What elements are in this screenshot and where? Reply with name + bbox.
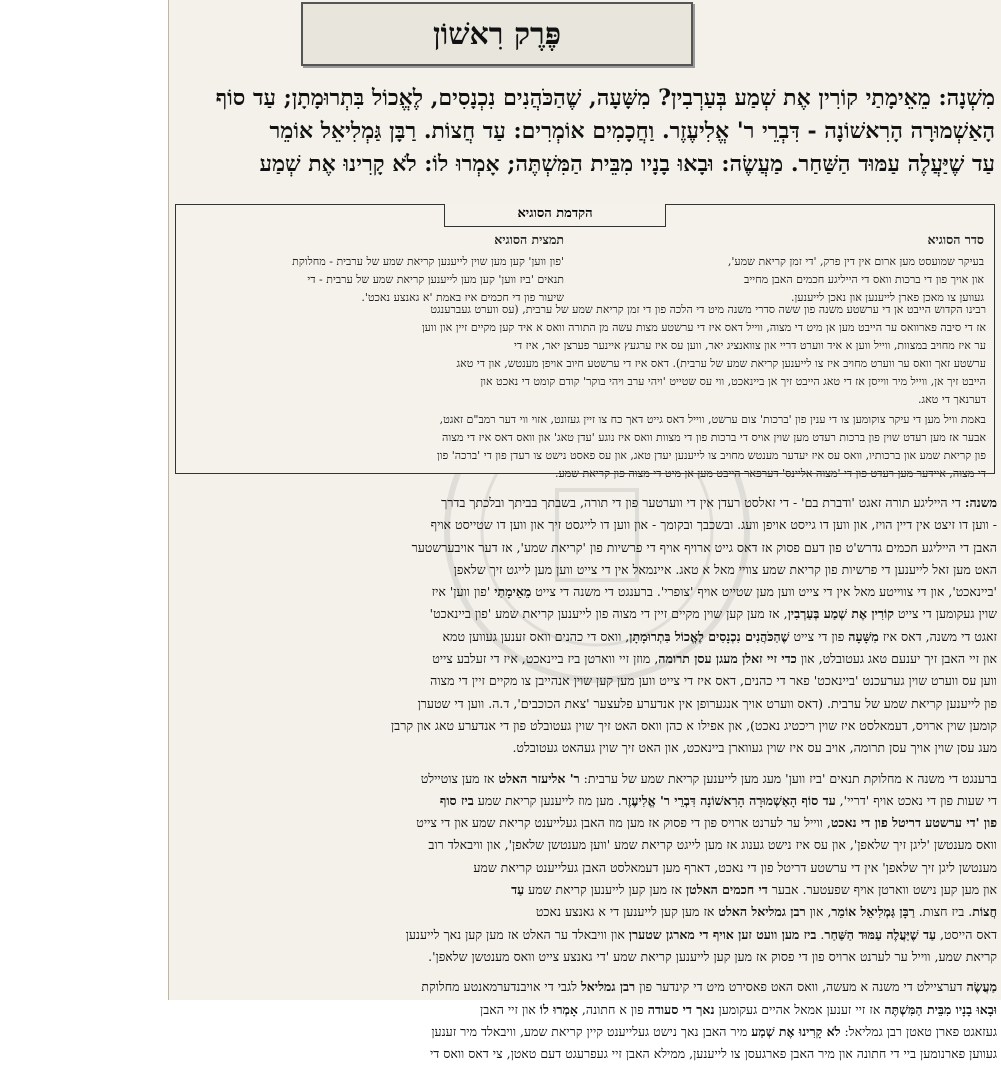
paragraph-gap [169,760,997,768]
intro-label: הקדמת הסוגיא [444,204,666,227]
intro-line: אז די סיבה פארוואס ער הייבט מען אן מיט די מצוה, ווייל דאס איז די ערשטע מצות עשה מן התורה וואס א איד קען מקיים זיין און ווען [421,321,986,334]
commentary-line: - ווען דו זיצט אין דיין הויז, און ווען דו גייסט אויפן וועג. ובשכבך ובקומך - און ווען דו לייגסט זיך און ווען דו שטייסט אויף [430,517,997,533]
intro-line: ערשטע זאך וואס ער ווערט מחויב איז צו לייענען קריאת שמע של ערבית). דאס איז די ערשטע חיוב אויפן מענטש, און די טאג [456,357,986,370]
commentary-line: מעג עסן שוין אויך עסן תרומה, אויב עס איז שוין געווארן ביינאכט, און האט זיך שוין געהאט געטובלט. [512,740,997,756]
mishna-text [169,82,1001,181]
intro-line: רבינו הקדוש הייבט אן די ערשטע משנה פון ששה סדרי משנה מיט די הלכה פון די זמן קריאת שמע של ערבית, (עס ווערט געברענגט [430,303,986,316]
intro-line: פון קריאת שמע און ברכותיו, וואס עס איז יעדער מענטש מחויב צו לייענען יעדן טאג, און עס פאסט נישט צו רעדן פון די 'ברכה' פון [436,449,986,462]
commentary-line: 'ביינאכט', און די צווייטע מאל אין די צייט ווען מען שטייט אויף 'צופרי'. ברענגט די משנה די צייט מֵאֵימָתַי 'פון ווען' איז [431,584,997,600]
commentary-line: ווען עס ווערט שוין גערעכנט 'ביינאכט' פאר די כהנים, דאס איז די צייט ווען מען קען שוין אנהייבן צו מקיים זיין די מצוה [430,673,997,689]
intro-line: דערנאך די טאג. [917,393,986,406]
commentary-line: מַעֲשֶׂה דערציילט די משנה א מעשה, וואס האט פאסירט מיט די קינדער פון רבן גמליאל לגבי די אויבנדערמאנטע מחלוקת [421,979,997,995]
intro-line: הייבט זיך אן, ווייל מיר ווייסן אז די טאג הייבט זיך אן ביינאכט, ווי עס שטייט 'ויהי ערב ויהי בוקר' קודם קומט די נאכט און [480,375,986,388]
commentary-line: פון 'די ערשטע דריטל פון די נאכט, ווייל ער לערנט ארויס פון די פסוק אז מען מוז האבן געלייענט קריאת שמע און די צייט [416,815,997,831]
sugya-order-line: געווען צו מאכן פארן לייענען און נאכן לייענען. [790,291,984,304]
sugya-order-heading: סדר הסוגיא [927,232,984,247]
chapter-title: פֶּרֶק רִאשׁוֹן [432,16,562,52]
commentary-line: און זיי האבן זיך יענעם טאג געטובלט, און כדי זיי זאלן מעגן עסן תרומה, מוזן זיי ווארטן ביז ביינאכט, איז די זעלבע צייט [432,651,997,667]
commentary-line: האבן די הייליגע חכמים גדרש'ט פון דעם פסוק אז דאס גייט ארויף אויף די פרשיות פון 'קריאת שמע', אז דער אויבערשטער [411,539,997,555]
paragraph-gap [169,968,997,976]
commentary-line: מענטשן ליגן זיך שלאפן' אין די ערשטע דריטל פון די נאכט, דארף מען דעמאלסט האבן געלייענט קריאת שמע [473,859,997,875]
commentary-line: ברענגט די משנה א מחלוקת תנאים 'ביז ווען' מעג מען לייענען קריאת שמע של ערבית: ר' אליעזר האלט אז מען צוטיילט [420,770,997,786]
intro-paragraph-2 [176,411,986,483]
intro-line: אבער אז מען רעדט שוין פון ברכות רעדט מען שוין אויס די ברכות פון די מצוות וואס איז נוגע 'עדן טאג' און וואס דאס איז די מצוה [442,431,986,444]
commentary-line: וואס מענטשן 'ליגן זיך שלאפן', און עס איז נישט גענוג אז מען לייגט קריאת שמע 'ווען מענטשן שלאפן', און וויבאלד רוב [428,837,997,853]
mishna-line: עַד שֶׁיַּעֲלֶה עַמּוּד הַשַּׁחַר. מַעֲשֶׂה: וּבָאוּ בָנָיו מִבֵּית הַמִּשְׁתֶּה; אָמְרוּ לוֹ: לֹא קָרִינוּ אֶת שְׁמַע [259,151,995,177]
chapter-title-box [301,2,693,66]
sugya-summary-line: 'פון ווען' קען מען שוין לייענען קריאת שמע של ערבית - מחלוקת [292,255,564,268]
commentary-line: וּבָאוּ בָנָיו מִבֵּית הַמִּשְׁתֶּה אז זיי זענען אמאל אהיים געקומען נאך די סעודה פון א חתונה, אָמְרוּ לוֹ און זיי האבן [480,1001,997,1017]
commentary-text [169,492,997,1065]
sugya-intro-box [175,204,995,480]
commentary-line: די שעות פון די נאכט אויף 'דריי', עד סוֹף הָאַשְׁמוּרָה הָרִאשׁוֹנָה דִּבְרֵי ר' אֱלִיעֶזֶר. מען מוז לייענען קריאת שמע ביז סוף [439,792,997,808]
book-page [168,0,1001,1062]
intro-line: די מצוה, איידער מען רעדט פון די 'מצוה אליינס' דערפאר הייבט מען אן מיט די מצוה פון קריאת שמע. [554,467,986,480]
sugya-order-line: און אויך פון די ברכות וואס די הייליגע חכמים האבן מחייב [744,273,984,286]
intro-line: ער איז מחויב במצוות, ווייל ווען א איד ווערט דריי און צוואנציג יאר, ווען עס איז ערגעץ איינער פערצן יאר, איז די [513,339,986,352]
commentary-line: געזאגט פארן טאטן רבן גמליאל: לֹא קָרִינוּ אֶת שְׁמַע מיר האבן נאך נישט געלייענט קיין קריאת שמע, וויבאלד מיר זענען [431,1023,997,1039]
commentary-line: חֲצוֹת. ביז חצות. רַבָּן גַּמְלִיאֵל אוֹמֵר, און רבן גמליאל האלט אז מען קען לייענען די א גאנצע נאכט [535,904,997,920]
sugya-order-column [596,231,984,307]
commentary-line: משנה: די הייליגע תורה זאגט 'ודברת בם' - די זאלסט רעדן אין די ווערטער פון די תורה, בשבתך בביתך ובלכתך בדרך [441,495,997,510]
sugya-summary-line: שיעור פון די חכמים איז באמת 'א גאנצע נאכט'. [361,291,564,304]
commentary-line: דאס הייסט, עַד שֶׁיַּעֲלֶה עַמּוּד הַשַּׁחַר. ביז מען וועט זען אויף די מארגן שטערן און וויבאלד ער האלט אז מען קען נאך לייענען [405,926,997,942]
intro-line: באמת וויל מען די עיקר צוקומען צו די ענין פון 'ברכות' צום ערשט, ווייל דאס גייט דאך כח צו זיין געזונט, אזוי ווי דער רמב"ם זאגט, [439,413,986,426]
sugya-order-line: בעיקר שמועסט מען ארום אין דין פרק, 'די זמן קריאת שמע', [727,255,984,268]
sugya-summary-column [176,231,564,307]
commentary-line: קריאת שמע, ווייל ער לערנט ארויס פון די פסוק אז מען קען לייענען קריאת שמע 'די גאנצע צייט וואס מענטשן שלאפן'. [428,948,997,964]
intro-paragraph-1 [176,301,986,409]
mishna-line: הָאַשְׁמוּרָה הָרִאשׁוֹנָה - דִּבְרֵי ר' אֱלִיעֶזֶר. וַחֲכָמִים אוֹמְרִים: עַד חֲצוֹת. רַבָּן גַּמְלִיאֵל אוֹמֵר [269,118,995,144]
commentary-line: פון לייענען קריאת שמע של ערבית. (דאס ווערט אויך אנגערופן אין אנדערע פלעצער 'צאת הכוכבים', ד.ה. ווען די שטערן [417,695,997,711]
commentary-line: און מען קען נישט ווארטן אויף שפעטער. אבער די חכמים האלטן אז מען קען לייענען קריאת שמע עַד [511,882,997,898]
sugya-summary-heading: תמצית הסוגיא [494,232,564,247]
sugya-summary-line: תנאים 'ביז ווען' קען מען לייענען קריאת שמע של ערבית - די [307,273,564,286]
commentary-line: שוין געקומען די צייט קוֹרִין אֶת שְׁמַע בְּעַרְבִין, אז מען קען שוין מקיים זיין די מצוה פון לייענען קריאת שמע 'פון ביינאכט' [429,606,997,622]
commentary-line: געווען פארנומען ביי די חתונה און מיר האבן פארגעסן צו לייענען, ממילא האבן זיי געפרעגט דעם טאטן, צי דאס וואס די [429,1046,997,1062]
commentary-line: האט מען זאל לייענען די פרשיות פון קריאת שמע צוויי מאל א טאג. איינמאל אין די צייט ווען מען לייגט זיך שלאפן [453,561,997,577]
commentary-line: זאגט די משנה, דאס איז מִשָּׁעָה פון די צייט שֶׁהַכֹּהֲנִים נִכְנָסִים לֶאֱכוֹל בִּתְרוּמָתָן, וואס די כהנים וואס זענען געווען טמא [442,628,997,644]
mishna-line: מִשְׁנָה: מֵאֵימָתַי קוֹרִין אֶת שְׁמַע בְּעַרְבִין? מִשָּׁעָה, שֶׁהַכֹּהֲנִים נִכְנָסִים, לֶאֱכוֹל בִּתְרוּמָתָן; עַד סוֹף [215,85,995,111]
commentary-line: קומען שוין ארויס, דעמאלסט איז שוין ריכטיג נאכט), און אפילו א כהן וואס האט זיך שוין געטובלט פון די אנדערע טאג און קרבן [391,717,997,733]
